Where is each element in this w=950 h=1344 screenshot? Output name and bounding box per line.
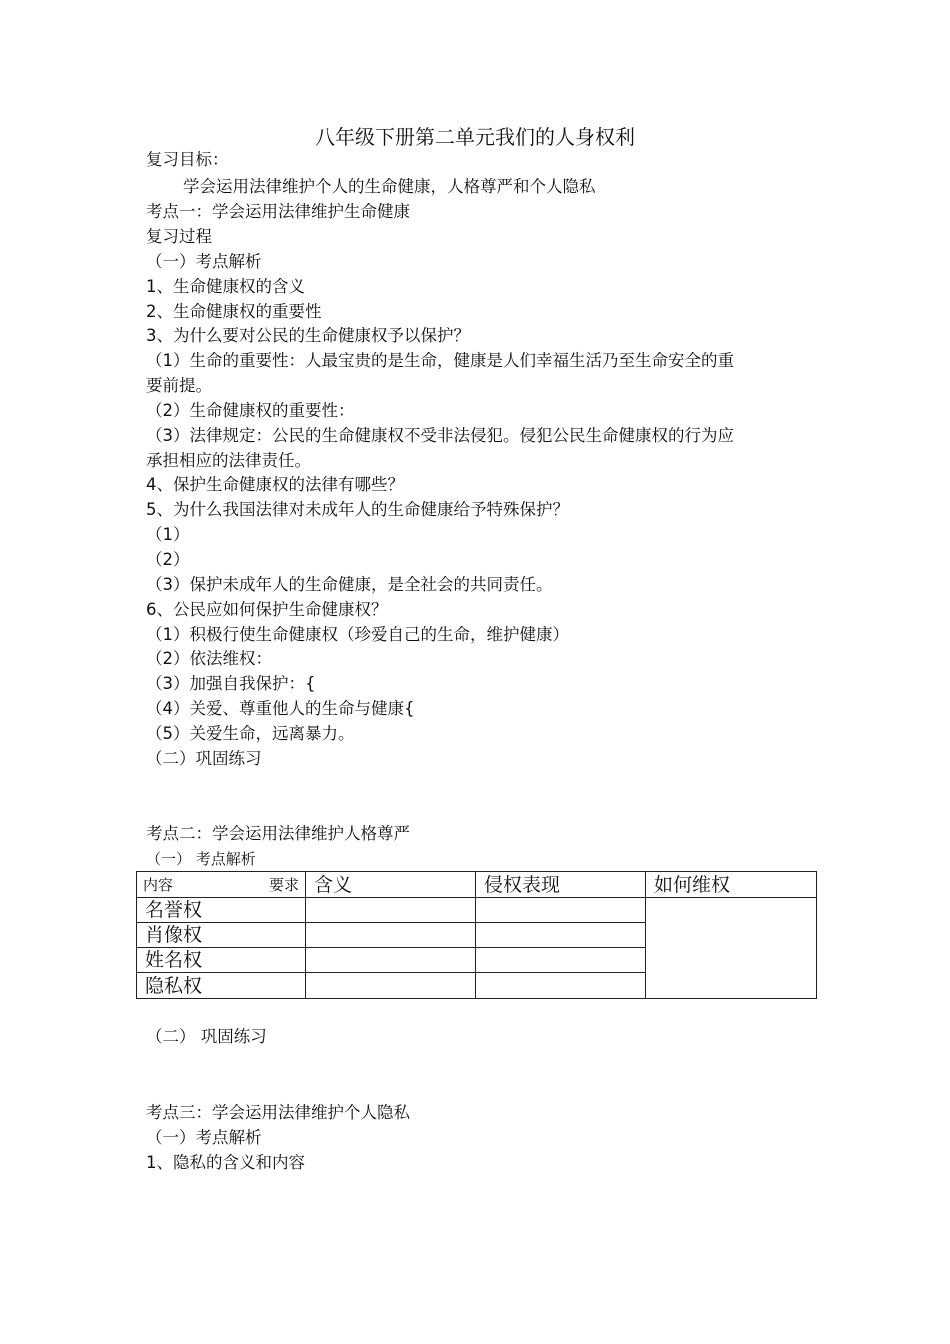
table-cell	[476, 898, 646, 923]
table-cell	[476, 973, 646, 999]
table-row-label: 名誉权	[137, 898, 306, 923]
point1-q4: 4、保护生命健康权的法律有哪些？	[146, 475, 404, 494]
point1-q1: 1、生命健康权的含义	[146, 277, 305, 296]
document-title: 八年级下册第二单元我们的人身权利	[315, 125, 635, 149]
personal-dignity-table	[136, 871, 817, 999]
table-row-label: 肖像权	[137, 923, 306, 948]
corner-label-requirement: 要求	[268, 875, 299, 894]
point3-q1: 1、隐私的含义和内容	[146, 1153, 305, 1172]
table-cell	[306, 973, 476, 999]
point1-heading: 考点一：学会运用法律维护生命健康	[146, 202, 410, 221]
point1-q5: 5、为什么我国法律对未成年人的生命健康给予特殊保护？	[146, 500, 569, 519]
point3-heading: 考点三：学会运用法律维护个人隐私	[146, 1103, 410, 1122]
table-header-infringement: 侵权表现	[476, 872, 646, 898]
point1-q6-answer2: （2）依法维权：	[146, 649, 272, 668]
point1-q3-answer3-line1: （3）法律规定：公民的生命健康权不受非法侵犯。侵犯公民生命健康权的行为应	[146, 426, 734, 445]
point1-q5-answer3: （3）保护未成年人的生命健康，是全社会的共同责任。	[146, 575, 553, 594]
point2-practice: （二） 巩固练习	[146, 1027, 267, 1046]
point1-analysis: （一）考点解析	[146, 252, 262, 271]
table-row-label: 姓名权	[137, 948, 306, 973]
table-cell	[306, 948, 476, 973]
point1-q3: 3、为什么要对公民的生命健康权予以保护？	[146, 326, 470, 345]
table-header-meaning: 含义	[306, 872, 476, 898]
point1-q6-answer1: （1）积极行使生命健康权（珍爱自己的生命，维护健康）	[146, 625, 569, 644]
table-cell	[476, 923, 646, 948]
point1-q2: 2、生命健康权的重要性	[146, 302, 322, 321]
point1-q5-answer1: （1）	[146, 525, 190, 544]
point1-q6-answer5: （5）关爱生命，远离暴力。	[146, 724, 355, 743]
review-goal-content: 学会运用法律维护个人的生命健康，人格尊严和个人隐私	[183, 177, 596, 196]
table-cell	[306, 923, 476, 948]
point1-q6-answer4: （4）关爱、尊重他人的生命与健康{	[146, 699, 415, 718]
review-goal-heading: 复习目标：	[146, 150, 229, 169]
table-row	[137, 898, 817, 923]
point1-q6-answer3: （3）加强自我保护：{	[146, 674, 316, 693]
corner-label-content: 内容	[143, 875, 174, 894]
point1-q6: 6、公民应如何保护生命健康权？	[146, 600, 388, 619]
table-corner-cell	[137, 872, 306, 898]
point1-practice: （二）巩固练习	[146, 749, 262, 768]
point3-analysis: （一）考点解析	[146, 1128, 262, 1147]
point2-heading: 考点二：学会运用法律维护人格尊严	[146, 824, 410, 843]
point1-q3-answer3-line2: 承担相应的法律责任。	[146, 451, 311, 470]
table-header-remedy: 如何维权	[646, 872, 817, 898]
table-cell	[476, 948, 646, 973]
point2-analysis: （一） 考点解析	[146, 850, 256, 868]
table-cell	[306, 898, 476, 923]
table-cell-remedy-merged	[646, 898, 817, 999]
point1-process: 复习过程	[146, 227, 212, 246]
table-header-row	[137, 872, 817, 898]
point1-q5-answer2: （2）	[146, 550, 190, 569]
point1-q3-answer1-line1: （1）生命的重要性：人最宝贵的是生命，健康是人们幸福生活乃至生命安全的重	[146, 351, 734, 370]
table-row-label: 隐私权	[137, 973, 306, 999]
point1-q3-answer2: （2）生命健康权的重要性：	[146, 401, 355, 420]
point1-q3-answer1-line2: 要前提。	[146, 376, 212, 395]
